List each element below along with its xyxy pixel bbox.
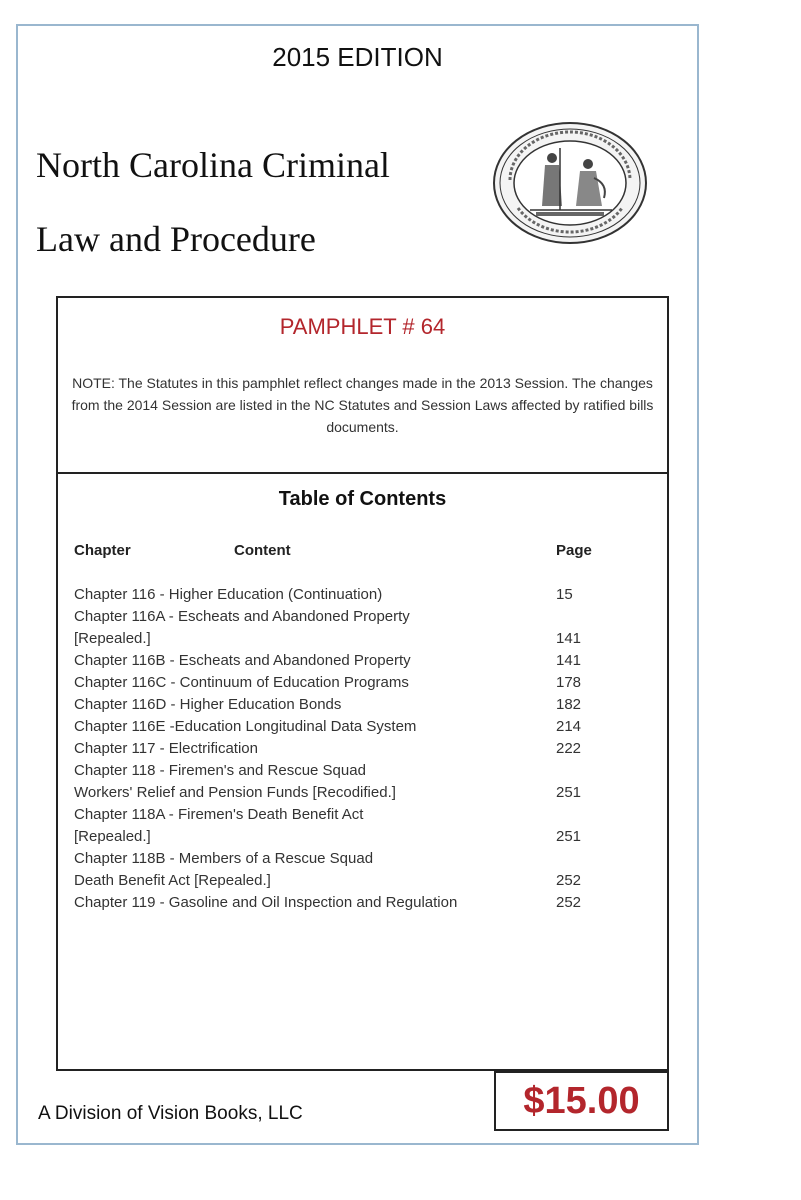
price-badge <box>494 1071 669 1131</box>
list-item <box>74 762 634 784</box>
publisher-label: A Division of Vision Books, LLC <box>38 1103 303 1124</box>
book-cover <box>16 24 699 1145</box>
pamphlet-number: PAMPHLET # 64 <box>279 314 446 339</box>
toc-page: 182 <box>556 696 582 713</box>
toc-page: 141 <box>556 630 582 647</box>
list-item <box>74 806 634 828</box>
list-item <box>74 718 634 740</box>
toc-entry: [Repealed.] <box>74 630 151 647</box>
list-item <box>74 586 634 608</box>
list-item <box>74 740 634 762</box>
toc-entry: Workers' Relief and Pension Funds [Recodified.] <box>74 784 396 801</box>
toc-page: 178 <box>556 674 582 691</box>
list-item <box>74 828 634 850</box>
toc-entry: Chapter 118 - Firemen's and Rescue Squad <box>74 762 366 779</box>
title-line-1: North Carolina Criminal <box>36 145 390 185</box>
list-item <box>74 608 634 630</box>
toc-page: 251 <box>556 828 582 845</box>
toc-entry: Chapter 116B - Escheats and Abandoned Property <box>74 652 411 669</box>
toc-entry: Chapter 116 - Higher Education (Continuation) <box>74 586 383 603</box>
pamphlet-box <box>56 296 669 474</box>
toc-page: 251 <box>556 784 582 801</box>
title-line-2: Law and Procedure <box>36 219 316 259</box>
table-of-contents <box>56 472 669 1071</box>
list-item <box>74 784 634 806</box>
toc-entry: Chapter 117 - Electrification <box>74 740 258 757</box>
toc-entry: [Repealed.] <box>74 828 151 845</box>
edition-label: 2015 EDITION <box>272 42 443 72</box>
toc-page: 252 <box>556 872 582 889</box>
header-content: Content <box>234 542 291 559</box>
list-item <box>74 630 634 652</box>
state-seal-icon <box>490 118 650 248</box>
toc-page: 15 <box>556 586 573 603</box>
header-chapter: Chapter <box>74 542 131 559</box>
toc-title: Table of Contents <box>278 488 447 510</box>
toc-entry: Chapter 116C - Continuum of Education Programs <box>74 674 409 691</box>
list-item <box>74 652 634 674</box>
toc-entry: Chapter 118A - Firemen's Death Benefit Act <box>74 806 364 823</box>
toc-entry: Death Benefit Act [Repealed.] <box>74 872 271 889</box>
list-item <box>74 894 634 916</box>
list-item <box>74 850 634 872</box>
toc-page: 252 <box>556 894 582 911</box>
toc-entry: Chapter 116D - Higher Education Bonds <box>74 696 342 713</box>
toc-entry: Chapter 119 - Gasoline and Oil Inspection and Regulation <box>74 894 458 911</box>
note-text: NOTE: The Statutes in this pamphlet reflect changes made in the 2013 Session. The changes from the 2014 Session are listed in the NC Statutes and Session Laws affected by ratified bills documents. <box>71 375 654 435</box>
toc-rows <box>74 586 634 916</box>
price-value: $15.00 <box>523 1080 640 1122</box>
list-item <box>74 872 634 894</box>
toc-entry: Chapter 118B - Members of a Rescue Squad <box>74 850 374 867</box>
toc-page: 222 <box>556 740 582 757</box>
toc-entry: Chapter 116A - Escheats and Abandoned Property <box>74 608 410 625</box>
toc-entry: Chapter 116E -Education Longitudinal Data System <box>74 718 417 735</box>
toc-page: 141 <box>556 652 582 669</box>
toc-page: 214 <box>556 718 582 735</box>
header-page: Page <box>556 542 592 559</box>
list-item <box>74 696 634 718</box>
list-item <box>74 674 634 696</box>
